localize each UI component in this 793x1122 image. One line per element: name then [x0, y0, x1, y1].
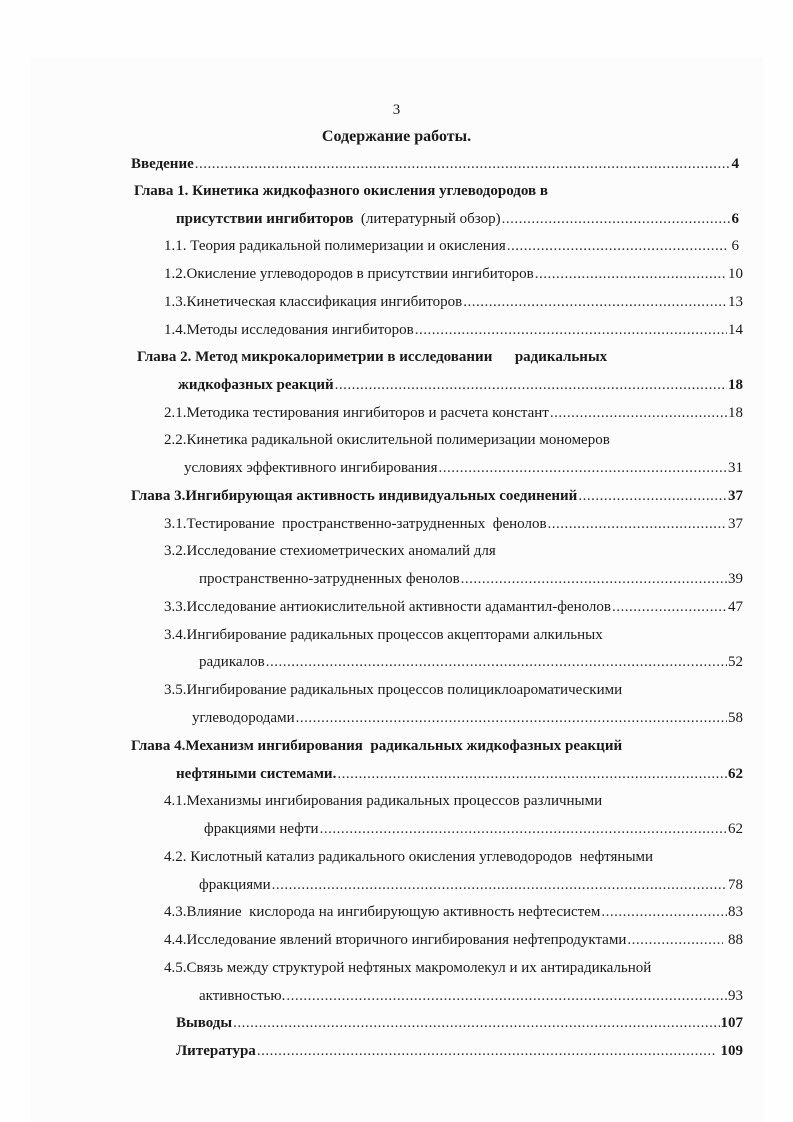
- toc-entry-references: Литература ..... 109: [176, 1042, 743, 1060]
- toc-entry-4-3: 4.3.Влияние кислорода на ингибирующую активность нефтесистем ..... 83: [164, 903, 743, 921]
- dot-leader: [337, 765, 727, 783]
- toc-entry-2-2-cont: условиях эффективного ингибирования ..... 31: [184, 459, 743, 477]
- dot-leader: [335, 376, 727, 394]
- toc-entry-4-5-cont: активностью. ..... 93: [199, 987, 743, 1005]
- dot-leader: [502, 210, 731, 228]
- toc-entry-4-2-cont: фракциями ..... 78: [199, 876, 743, 894]
- toc-entry-3-2-cont: пространственно-затрудненных фенолов ..... 39: [199, 570, 743, 588]
- toc-entry-chapter-4: Глава 4.Механизм ингибирования радикальных жидкофазных реакций: [131, 738, 623, 754]
- toc-entry-chapter-1-cont: присутствии ингибиторов (литературный обзор) ..... 6: [176, 210, 739, 228]
- toc-entry-chapter-2: Глава 2. Метод микрокалориметрии в исследовании радикальных: [137, 349, 608, 365]
- toc-entry-3-3: 3.3.Исследование антиокислительной активности адамантил-фенолов ..... 47: [164, 598, 743, 616]
- toc-entry-4-1-cont: фракциями нефти ..... 62: [204, 820, 743, 838]
- toc-entry-chapter-1: Глава 1. Кинетика жидкофазного окисления углеводородов в: [134, 183, 548, 199]
- toc-entry-1-3: 1.3.Кинетическая классификация ингибиторов ..... 13: [164, 293, 743, 311]
- page-title: Содержание работы.: [321, 128, 472, 145]
- toc-entry-chapter-3: Глава 3.Ингибирующая активность индивидуальных соединений ..... 37: [131, 487, 743, 505]
- page-number: 3: [392, 102, 401, 118]
- toc-entry-3-1: 3.1.Тестирование пространственно-затрудненных фенолов ..... 37: [164, 515, 743, 533]
- dot-leader: [296, 709, 727, 727]
- dot-leader: [438, 459, 727, 477]
- dot-leader: [601, 903, 727, 921]
- toc-entry-3-4-cont: радикалов ..... 52: [199, 653, 743, 671]
- toc-entry-3-5: 3.5.Ингибирование радикальных процессов полициклоароматическими: [164, 682, 623, 698]
- toc-entry-1-2: 1.2.Окисление углеводородов в присутствии ингибиторов ..... 10: [164, 265, 743, 283]
- dot-leader: [257, 1042, 716, 1060]
- toc-entry-2-1: 2.1.Методика тестирования ингибиторов и расчета констант ..... 18: [164, 404, 743, 422]
- dot-leader: [612, 598, 727, 616]
- toc-entry-1-1: 1.1. Теория радикальной полимеризации и окисления ..... 6: [164, 237, 739, 255]
- dot-leader: [272, 876, 727, 894]
- dot-leader: [286, 987, 727, 1005]
- toc-entry-3-4: 3.4.Ингибирование радикальных процессов акцепторами алкильных: [164, 627, 603, 643]
- dot-leader: [233, 1014, 719, 1032]
- toc-entry-4-4: 4.4.Исследование явлений вторичного ингибирования нефтепродуктами ..... 88: [164, 931, 743, 949]
- dot-leader: [627, 931, 723, 949]
- dot-leader: [578, 487, 727, 505]
- dot-leader: [320, 820, 727, 838]
- toc-entry-chapter-2-cont: жидкофазных реакций ..... 18: [178, 376, 743, 394]
- toc-entry-4-5: 4.5.Связь между структурой нефтяных макромолекул и их антирадикальной: [164, 960, 652, 976]
- dot-leader: [507, 237, 727, 255]
- toc-entry-4-1: 4.1.Механизмы ингибирования радикальных процессов различными: [164, 793, 603, 809]
- toc-entry-2-2: 2.2.Кинетика радикальной окислительной полимеризации мономеров: [164, 432, 610, 448]
- dot-leader: [195, 155, 731, 173]
- toc-entry-3-5-cont: углеводородами ..... 58: [192, 709, 743, 727]
- toc-entry-introduction: Введение ..... 4: [131, 155, 739, 173]
- toc-entry-chapter-4-cont: нефтяными системами. ..... 62: [176, 765, 743, 783]
- toc-entry-3-2: 3.2.Исследование стехиометрических аномалий для: [164, 543, 496, 559]
- dot-leader: [535, 265, 727, 283]
- toc-entry-4-2: 4.2. Кислотный катализ радикального окисления углеводородов нефтяными: [164, 849, 654, 865]
- dot-leader: [550, 404, 727, 422]
- toc-entry-conclusions: Выводы ..... 107: [176, 1014, 743, 1032]
- dot-leader: [461, 570, 727, 588]
- dot-leader: [415, 321, 727, 339]
- dot-leader: [266, 653, 727, 671]
- dot-leader: [548, 515, 727, 533]
- toc-entry-1-4: 1.4.Методы исследования ингибиторов ..... 14: [164, 321, 743, 339]
- dot-leader: [463, 293, 727, 311]
